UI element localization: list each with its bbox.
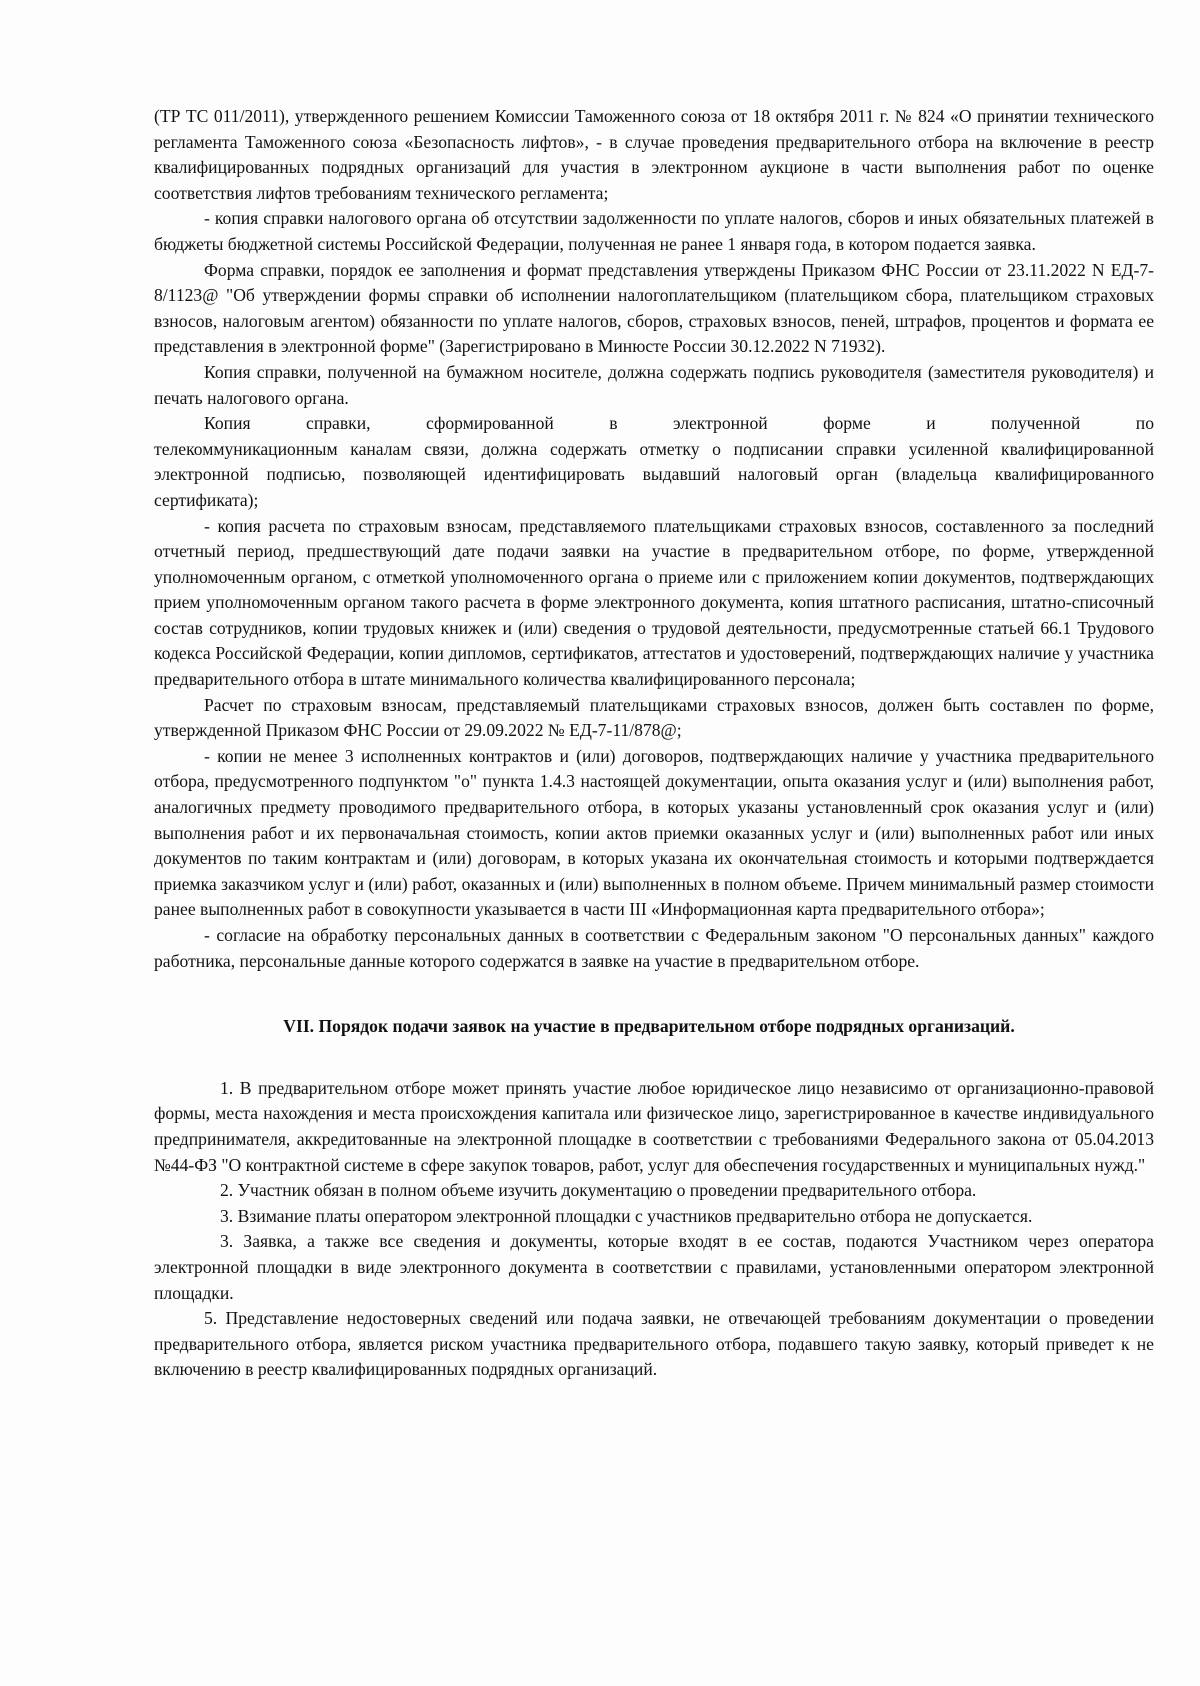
paragraph-certificate-form: Форма справки, порядок ее заполнения и формат представления утверждены Приказом ФНС России от 23.11.2022 N ЕД-7-8/1123@ "Об утверждении формы справки об исполнении налогоплательщиком (плательщиком сбора, плательщиком страховых взносов, налоговым агентом) обязанности по уплате налогов, сборов, страховых взносов, пеней, штрафов, процентов и формата ее представления в электронной форме" (Зарегистрировано в Минюсте России 30.12.2022 N 71932). [154, 259, 1154, 357]
paragraph-calculation-form: Расчет по страховым взносам, представляемый плательщиками страховых взносов, должен быть составлен по форме, утвержденной Приказом ФНС России от 29.09.2022 № ЕД-7-11/878@; [154, 694, 1154, 741]
paragraph-item-5: 5. Представление недостоверных сведений или подача заявки, не отвечающей требованиям документации о проведении предварительного отбора, является риском участника предварительного отбора, подавшего такую заявку, который приведет к не включению в реестр квалифицированных подрядных организаций. [154, 1308, 1154, 1380]
paragraph-contracts-copies: - копии не менее 3 исполненных контрактов и (или) договоров, подтверждающих наличие у участника предварительного отбора, предусмотренного подпунктом "о" пункта 1.4.3 настоящей документации, опыта оказания услуг и (или) выполнения работ, аналогичных предмету проводимого предварительного отбора, в которых указаны установленный срок оказания услуг и (или) выполнения работ и их первоначальная стоимость, копии актов приемки оказанных услуг и (или) выполненных работ или иных документов по таким контрактам и (или) договорам, в которых указана их окончательная стоимость и которыми подтверждается приемка заказчиком услуг и (или) работ, оказанных и (или) выполненных в полном объеме. Причем минимальный размер стоимости ранее выполненных работ в совокупности указывается в части III «Информационная карта предварительного отбора»; [154, 745, 1154, 920]
paragraph-item-2: 2. Участник обязан в полном объеме изучить документацию о проведении предварительного отбора. [220, 1180, 977, 1201]
paragraph-item-3-application: 3. Заявка, а также все сведения и документы, которые входят в ее состав, подаются Участником через оператора электронной площадки в виде электронного документа в соответствии с правилами, установленными оператором электронной площадки. [154, 1231, 1154, 1303]
paragraph-item-3-fee: 3. Взимание платы оператором электронной площадки с участников предварительно отбора не допускается. [220, 1205, 1033, 1226]
paragraph-personal-data-consent: - согласие на обработку персональных данных в соответствии с Федеральным законом "О персональных данных" каждого работника, персональные данные которого содержатся в заявке на участие в предварительном отборе. [154, 925, 1154, 971]
document-body [154, 104, 1154, 1383]
paragraph-electronic-copy-cont: телекоммуникационным каналам связи, должна содержать отметку о подписании справки усиленной квалифицированной электронной подписью, позволяющей идентифицировать выдавший налоговый орган (владельца квалифицированного сертификата); [154, 438, 1154, 510]
section-heading-vii: VII. Порядок подачи заявок на участие в предварительном отборе подрядных организаций. [283, 1016, 1015, 1037]
paragraph-tax-certificate-copy: - копия справки налогового органа об отсутствии задолженности по уплате налогов, сборов и иных обязательных платежей в бюджеты бюджетной системы Российской Федерации, полученная не ранее 1 января года, в котором подается заявка. [154, 208, 1154, 254]
paragraph-electronic-copy-start: Копия справки, сформированной в электронной форме и полученной по [204, 413, 1154, 434]
paragraph-paper-copy: Копия справки, полученной на бумажном носителе, должна содержать подпись руководителя (заместителя руководителя) и печать налогового органа. [154, 361, 1154, 408]
paragraph-insurance-calculation: - копия расчета по страховым взносам, представляемого плательщиками страховых взносов, составленного за последний отчетный период, предшествующий дате подачи заявки на участие в предварительном отборе, по форме, утвержденной уполномоченным органом, с отметкой уполномоченного органа о приеме или с приложением копии документов, подтверждающих прием уполномоченным органом такого расчета в форме электронного документа, копия штатного расписания, штатно-списочный состав сотрудников, копии трудовых книжек и (или) сведения о трудовой деятельности, предусмотренные статьей 66.1 Трудового кодекса Российской Федерации, копии дипломов, сертификатов, аттестатов и удостоверений, подтверждающих наличие у участника предварительного отбора в штате минимального количества квалифицированного персонала; [154, 515, 1154, 690]
paragraph-item-1: 1. В предварительном отборе может принять участие любое юридическое лицо независимо от организационно-правовой формы, места нахождения и места происхождения капитала или физическое лицо, зарегистрированное в качестве индивидуального предпринимателя, аккредитованные на электронной площадке в соответствии с требованиями Федерального закона от 05.04.2013 №44-ФЗ "О контрактной системе в сфере закупок товаров, работ, услуг для обеспечения государственных и муниципальных нужд." [154, 1077, 1154, 1175]
paragraph-tr-ts-reference: (ТР ТС 011/2011), утвержденного решением Комиссии Таможенного союза от 18 октября 2011 г. № 824 «О принятии технического регламента Таможенного союза «Безопасность лифтов», - в случае проведения предварительного отбора на включение в реестр квалифицированных подрядных организаций для участия в электронном аукционе в части выполнения работ по оценке соответствия лифтов требованиям технического регламента; [154, 106, 1154, 203]
